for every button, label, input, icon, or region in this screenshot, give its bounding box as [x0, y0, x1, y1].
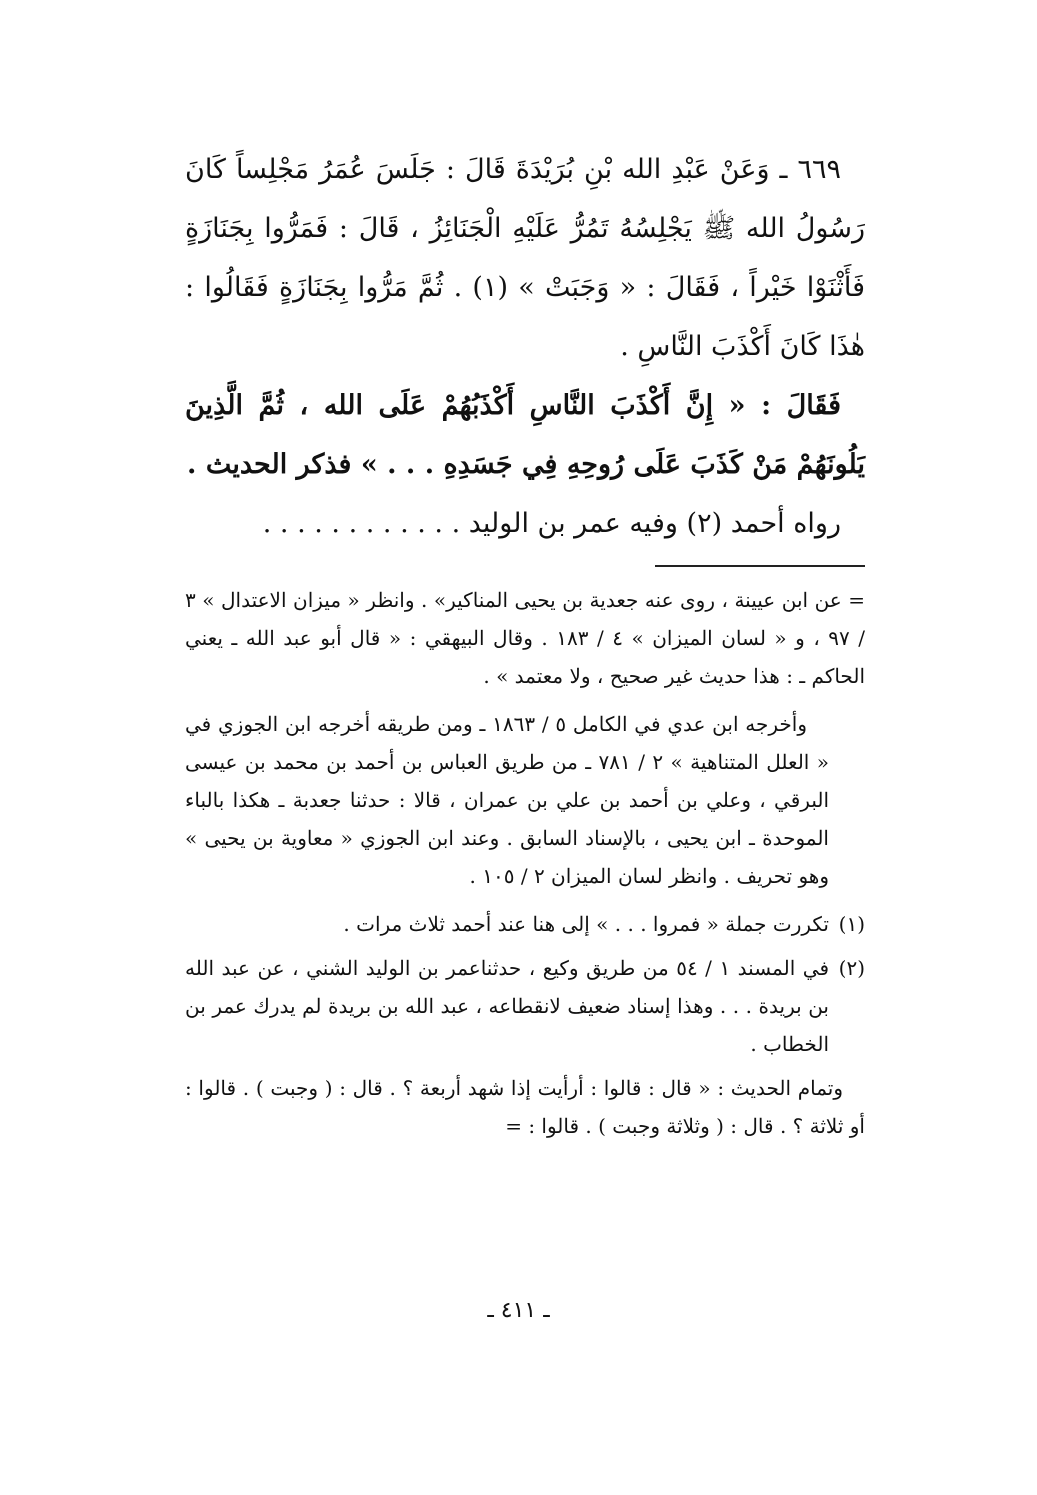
footnotes [185, 581, 865, 1145]
footnote-continuation-2: وأخرجه ابن عدي في الكامل ٥ / ١٨٦٣ ـ ومن طريقه أخرجه ابن الجوزي في « العلل المتناهية » ٢ / ٧٨١ ـ من طريق العباس بن أحمد بن محمد بن عيسى البرقي ، وعلي بن أحمد بن علي بن عمران ، قالا : حدثنا جعدبة ـ هكذا بالباء الموحدة ـ ابن يحيى ، بالإسناد السابق . وعند ابن الجوزي « معاوية بن يحيى » وهو تحريف . وانظر لسان الميزان ٢ / ١٠٥ . [185, 712, 830, 888]
footnote-2-continuation: وتمام الحديث : « قال : قالوا : أرأيت إذا شهد أربعة ؟ . قال : ( وجبت ) . قالوا : أو ثلاثة ؟ . قال : ( وثلاثة وجبت ) . قالوا : = [185, 1076, 865, 1138]
footnote-continuation-1: = عن ابن عيينة ، روى عنه جعدية بن يحيى المناكير» . وانظر « ميزان الاعتدال » ٣ / ٩٧ ، و « لسان الميزان » ٤ / ١٨٣ . وقال البيهقي : « قال أبو عبد الله ـ يعني الحاكم ـ : هذا حديث غير صحيح ، ولا معتمد » . [185, 588, 865, 688]
footnote-2-number: (٢) [838, 956, 865, 980]
hadith-paragraph-1: ٦٦٩ ـ وَعَنْ عَبْدِ الله بْنِ بُرَيْدَةَ قَالَ : جَلَسَ عُمَرُ مَجْلِساً كَانَ رَسُولُ الله ﷺ يَجْلِسُهُ تَمُرُّ عَلَيْهِ الْجَنَائِزُ ، قَالَ : فَمَرُّوا بِجَنَازَةٍ فَأَثْنَوْا خَيْراً ، فَقَالَ : « وَجَبَتْ » (١) . ثُمَّ مَرُّوا بِجَنَازَةٍ فَقَالُوا : هٰذَا كَانَ أَكْذَبَ النَّاسِ . [185, 154, 866, 362]
footnote-2 [185, 949, 865, 1063]
page-body [185, 140, 865, 1155]
hadith-source-line: رواه أحمد (٢) وفيه عمر بن الوليد . . . . . . . . . . . . [262, 508, 841, 539]
page-number: ـ ٤١١ ـ [487, 1298, 550, 1323]
hadith-text [185, 140, 865, 553]
footnote-1-number: (١) [838, 912, 865, 936]
footnote-1 [185, 905, 865, 943]
footnote-1-text: تكررت جملة « فمروا . . . » إلى هنا عند أحمد ثلاث مرات . [343, 912, 829, 936]
footnote-2-text: في المسند ١ / ٥٤ من طريق وكيع ، حدثناعمر بن الوليد الشني ، عن عبد الله بن بريدة . . . وهذا إسناد ضعيف لانقطاعه ، عبد الله بن بريدة لم يدرك عمر بن الخطاب . [185, 956, 830, 1056]
footnote-divider [655, 565, 865, 567]
hadith-paragraph-2: فَقَالَ : « إِنَّ أَكْذَبَ النَّاسِ أَكْذَبُهُمْ عَلَى الله ، ثُمَّ الَّذِينَ يَلُونَهُمْ مَنْ كَذَبَ عَلَى رُوحِهِ فِي جَسَدِهِ . . . » فذكر الحديث . [185, 390, 865, 480]
